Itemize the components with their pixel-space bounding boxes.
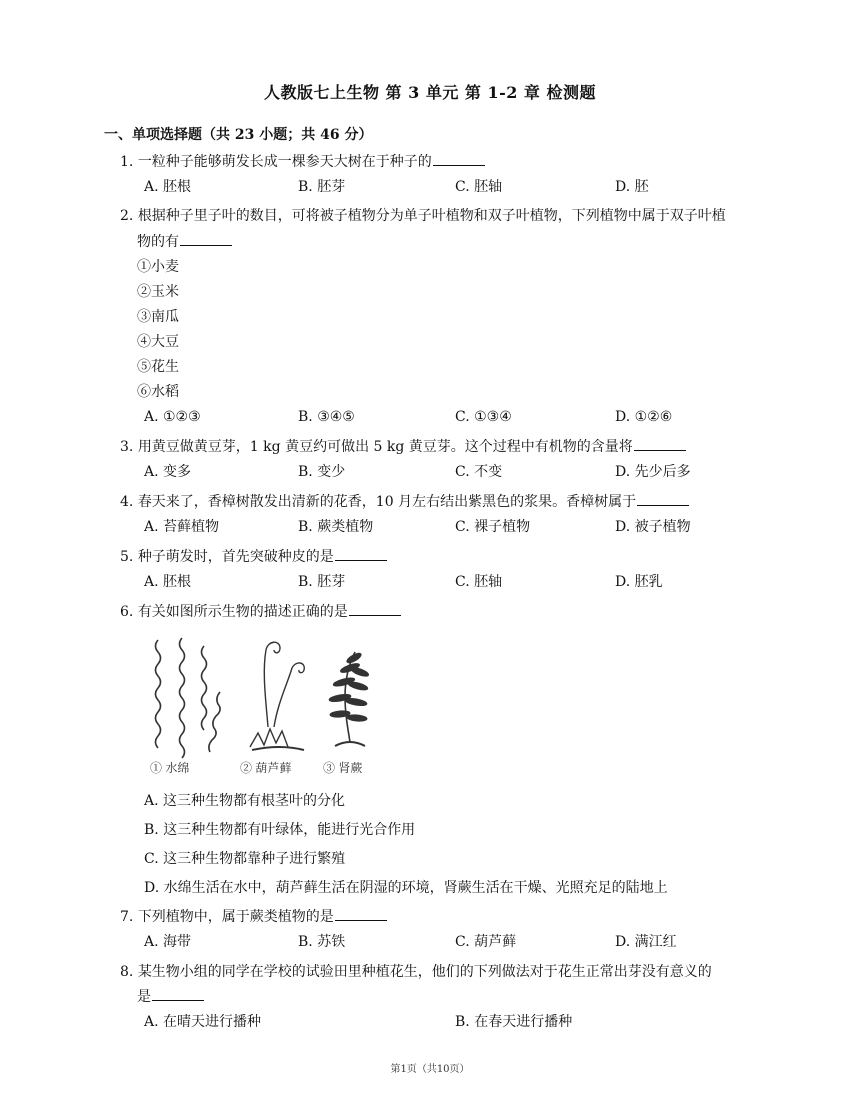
answer-blank bbox=[335, 908, 387, 921]
option-d: D. 被子植物 bbox=[615, 519, 691, 535]
question-number: 7. bbox=[120, 909, 134, 925]
option-b: B. 变少 bbox=[298, 464, 346, 480]
list-item: ⑥水稻 bbox=[137, 384, 179, 400]
option-c: C. ①③④ bbox=[455, 409, 512, 425]
option-d: D. 胚乳 bbox=[615, 574, 663, 590]
option-a: A. 海带 bbox=[144, 934, 192, 950]
question-text: 春天来了，香樟树散发出清新的花香，10 月左右结出紫黑色的浆果。香樟树属于 bbox=[137, 494, 637, 510]
question-number: 3. bbox=[120, 439, 134, 455]
section-heading: 一、单项选择题（共 23 小题；共 46 分） bbox=[104, 127, 373, 143]
question-number: 4. bbox=[120, 494, 134, 510]
question-6 bbox=[120, 602, 401, 622]
option-a: A. 胚根 bbox=[144, 574, 192, 590]
answer-blank bbox=[634, 438, 686, 451]
option-d: D. 先少后多 bbox=[615, 464, 691, 480]
list-item: ④大豆 bbox=[137, 334, 179, 350]
option-a: A. 在晴天进行播种 bbox=[144, 1014, 262, 1030]
list-item: ⑤花生 bbox=[137, 359, 179, 375]
answer-blank bbox=[180, 233, 232, 246]
question-text: 有关如图所示生物的描述正确的是 bbox=[137, 604, 348, 620]
question-number: 1. bbox=[120, 154, 134, 170]
option-d: D. 胚 bbox=[615, 179, 649, 195]
answer-blank bbox=[152, 988, 204, 1001]
figure-label-3: ③ 肾蕨 bbox=[323, 761, 363, 775]
list-item: ②玉米 bbox=[137, 284, 179, 300]
question-text: 根据种子里子叶的数目，可将被子植物分为单子叶植物和双子叶植物，下列植物中属于双子叶植 bbox=[137, 208, 726, 224]
question-number: 8. bbox=[120, 964, 134, 980]
option-b: B. 胚芽 bbox=[298, 574, 346, 590]
option-a: A. ①②③ bbox=[144, 409, 201, 425]
option-d: D. 水绵生活在水中，葫芦藓生活在阴湿的环境，肾蕨生活在干燥、光照充足的陆地上 bbox=[144, 880, 668, 896]
option-a: A. 胚根 bbox=[144, 179, 192, 195]
list-item: ③南瓜 bbox=[137, 309, 179, 325]
option-c: C. 葫芦藓 bbox=[455, 934, 517, 950]
option-b: B. 苏铁 bbox=[298, 934, 346, 950]
option-c: C. 胚轴 bbox=[455, 574, 503, 590]
moss-drawing bbox=[250, 642, 304, 750]
option-b: B. 在春天进行播种 bbox=[455, 1014, 573, 1030]
question-text: 用黄豆做黄豆芽，1 kg 黄豆约可做出 5 kg 黄豆芽。这个过程中有机物的含量将 bbox=[137, 439, 633, 455]
question-number: 2. bbox=[120, 208, 134, 224]
answer-blank bbox=[349, 603, 401, 616]
document-title: 人教版七上生物 第 3 单元 第 1-2 章 检测题 bbox=[263, 83, 597, 102]
option-c: C. 胚轴 bbox=[455, 179, 503, 195]
question-1 bbox=[120, 152, 485, 172]
question-2 bbox=[120, 206, 726, 226]
question-2-continuation: 物的有 bbox=[137, 232, 232, 252]
question-5 bbox=[120, 547, 387, 567]
option-b: B. 胚芽 bbox=[298, 179, 346, 195]
option-b: B. 蕨类植物 bbox=[298, 519, 374, 535]
spirogyra-drawing bbox=[156, 638, 221, 758]
option-c: C. 不变 bbox=[455, 464, 503, 480]
option-c: C. 裸子植物 bbox=[455, 519, 531, 535]
option-a: A. 变多 bbox=[144, 464, 192, 480]
page-footer: 第1页（共10页） bbox=[390, 1064, 470, 1075]
option-c: C. 这三种生物都靠种子进行繁殖 bbox=[144, 851, 346, 867]
option-d: D. ①②⑥ bbox=[615, 409, 673, 425]
fern-drawing bbox=[329, 651, 370, 746]
figure-label-2: ② 葫芦藓 bbox=[240, 761, 292, 775]
plant-figure bbox=[140, 632, 380, 782]
list-item: ①小麦 bbox=[137, 259, 179, 275]
option-d: D. 满江红 bbox=[615, 934, 677, 950]
option-a: A. 这三种生物都有根茎叶的分化 bbox=[144, 793, 346, 809]
question-4 bbox=[120, 492, 689, 512]
question-8-continuation: 是 bbox=[137, 987, 204, 1007]
question-number: 5. bbox=[120, 549, 134, 565]
answer-blank bbox=[637, 493, 689, 506]
question-text: 下列植物中，属于蕨类植物的是 bbox=[137, 909, 334, 925]
question-text: 一粒种子能够萌发长成一棵参天大树在于种子的 bbox=[137, 154, 432, 170]
figure-label-1: ① 水绵 bbox=[150, 761, 190, 775]
answer-blank bbox=[433, 153, 485, 166]
option-a: A. 苔藓植物 bbox=[144, 519, 220, 535]
question-text: 某生物小组的同学在学校的试验田里种植花生，他们的下列做法对于花生正常出芽没有意义的 bbox=[137, 964, 712, 980]
question-number: 6. bbox=[120, 604, 134, 620]
option-b: B. 这三种生物都有叶绿体，能进行光合作用 bbox=[144, 822, 416, 838]
question-7 bbox=[120, 907, 387, 927]
plant-illustration bbox=[140, 632, 380, 782]
answer-blank bbox=[335, 548, 387, 561]
question-3 bbox=[120, 437, 686, 457]
question-text: 种子萌发时，首先突破种皮的是 bbox=[137, 549, 334, 565]
question-8 bbox=[120, 962, 712, 982]
option-b: B. ③④⑤ bbox=[298, 409, 355, 425]
